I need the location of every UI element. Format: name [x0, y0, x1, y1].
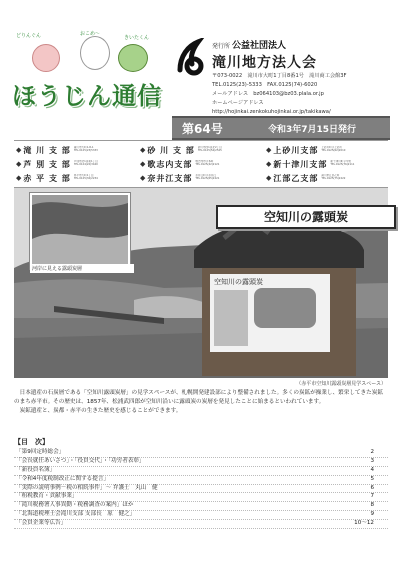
issue-bar: [172, 116, 390, 140]
mascot-left: [32, 44, 60, 72]
toc-item[interactable]: 「会長就任あいさつ」・「役員交代」・「功労者表彰」 3: [14, 458, 388, 467]
diamond-icon: ◆: [140, 146, 146, 154]
diamond-icon: ◆: [140, 174, 146, 182]
toc-item[interactable]: 「令和4年度税制改正に関する提言」 5: [14, 476, 388, 485]
branch-item: ◆ 歌志内支部 歌志内市字本町 TEL.0125(42)2121: [140, 159, 220, 169]
mascot-left-name: どりんぐん: [16, 33, 42, 39]
contact-tel: TEL.0125(23)-5333 FAX.0125(74)-6020: [212, 82, 318, 88]
diamond-icon: ◆: [16, 174, 22, 182]
publisher-type: 公益社団法人: [231, 41, 286, 51]
contact-homepage-url: http://hojinkai.zenkokuhojinkai.or.jp/takikawa/: [212, 109, 331, 115]
feature-title: 空知川の露頭炭: [216, 205, 396, 229]
diamond-icon: ◆: [266, 160, 272, 168]
branch-item: ◆ 赤 平 支 部 赤平市大町1丁目 TEL.0125(32)2234: [16, 173, 98, 183]
toc-item[interactable]: 「滝川税務署人事異動・税務調査の案内」ほか 8: [14, 502, 388, 511]
contact-homepage-label: ホームページアドレス: [212, 100, 264, 106]
toc-item[interactable]: 「新役員名簿」 4: [14, 467, 388, 476]
contact-info: [212, 72, 397, 117]
toc-item[interactable]: 「実際の説明事例－税の相続事件」〜 弁護士 丸山 健 6: [14, 485, 388, 494]
inset-photo: [30, 193, 130, 269]
diamond-icon: ◆: [266, 146, 272, 154]
branch-list: [14, 140, 388, 188]
toc-heading: 【目 次】: [14, 438, 49, 446]
sign-title: 空知川の露頭炭: [214, 278, 263, 286]
branch-column-3: [266, 143, 356, 185]
toc-item[interactable]: 「第9回定時総会」 2: [14, 449, 388, 458]
feature-body: [14, 389, 388, 416]
publisher-line: [212, 38, 392, 51]
diamond-icon: ◆: [16, 146, 22, 154]
publisher-label: 発行所: [212, 43, 231, 50]
toc-item[interactable]: 「北海道税理士会滝川支部 支部長 原 健之」 9: [14, 511, 388, 520]
publisher-block: [212, 38, 392, 72]
feature-paragraph: 炭鉱遺産と、炭都・赤平の生きた歴史を感じることができます。: [19, 408, 182, 414]
toc-item[interactable]: 「租税教育・貢献事業」 7: [14, 493, 388, 502]
diamond-icon: ◆: [16, 160, 22, 168]
toc-item[interactable]: 「会員企業等広告」 10〜12: [14, 520, 388, 529]
contact-address: 〒073-0022 滝川市大町1丁目8番1号 滝川商工会館3F: [212, 73, 347, 79]
inset-photo-caption: 河岸に見える露頭炭層: [30, 264, 134, 273]
diamond-icon: ◆: [266, 174, 272, 182]
feature-paragraph: 日本遺産の石炭層である「空知川露頭炭層」の見学スペースが、札幌開発建設部により整備されました。多くの炭鉱が操業し、繁栄してきた炭鉱のまち赤平市。その歴史は、1857年、松浦武四郎が空知川沿いに露頭炭の炭層を発見したことに始まるといわれています。: [14, 390, 383, 405]
branch-item: ◆ 滝 川 支 部 滝川市大町1-8-1 TEL.0125(23)5333: [16, 145, 98, 155]
contact-email: メールアドレス bz064103@bz03.plala.or.jp: [212, 91, 324, 97]
issue-number: 第64号: [182, 122, 223, 136]
branch-item: ◆ 新十津川支部 新十津川町字中央 TEL.0125(76)2111: [266, 159, 355, 169]
branch-item: ◆ 芦 別 支 部 芦別市北1条東1丁目 TEL.0124(22)3440: [16, 159, 98, 169]
mascot-right-name: きいたくん: [124, 35, 150, 41]
photo-caption: （赤平市空知川露頭炭層見学スペース）: [296, 381, 386, 387]
mascot-center: [80, 36, 110, 70]
mascot-illustration: [14, 30, 164, 82]
branch-item: ◆ 奈井江支部 奈井江町字奈井江 TEL.0125(65)2221: [140, 173, 220, 183]
branch-item: ◆ 砂 川 支 部 砂川市西1条北2丁目 TEL.0125(54)2525: [140, 145, 222, 155]
organization-name: 滝川地方法人会: [212, 55, 317, 71]
branch-column-2: [140, 143, 230, 185]
branch-item: ◆ 江部乙支部 滝川市江部乙町 TEL.0125(75)2222: [266, 173, 346, 183]
newsletter-logo-title: ほうじん通信: [12, 82, 162, 110]
table-of-contents: [14, 437, 388, 529]
mascot-center-name: おこめ〜: [80, 31, 101, 37]
branch-item: ◆ 上砂川支部 上砂川町字上砂川 TEL.0125(62)2010: [266, 145, 346, 155]
houjinkai-logo-icon: [172, 38, 208, 78]
branch-column-1: [16, 143, 106, 185]
diamond-icon: ◆: [140, 160, 146, 168]
issue-date: 令和3年7月15日発行: [268, 125, 357, 135]
mascot-right: [118, 44, 148, 72]
